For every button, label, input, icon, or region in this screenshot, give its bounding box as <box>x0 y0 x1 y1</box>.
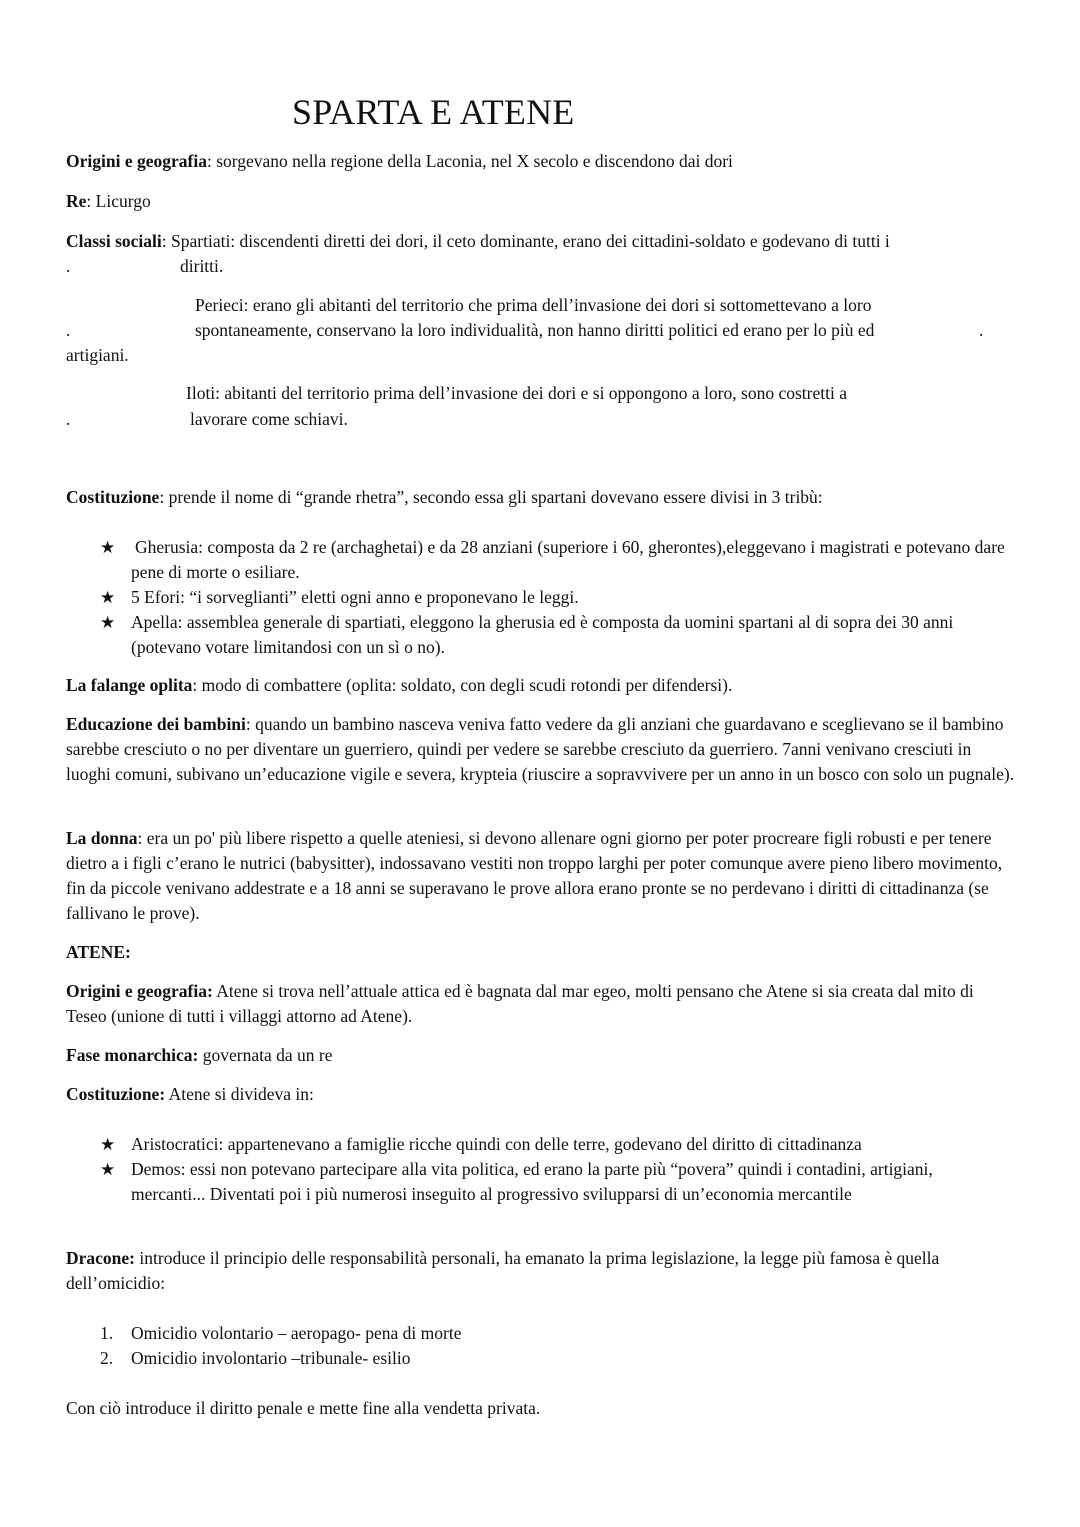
label-fase: Fase monarchica: <box>66 1045 199 1065</box>
list-number: 1. <box>100 1323 114 1343</box>
paragraph-conclusione: Con ciò introduce il diritto penale e mette fine alla vendetta privata. <box>66 1398 541 1418</box>
list-item: 1. Omicidio volontario – aeropago- pena di morte <box>100 1321 1000 1346</box>
star-bullet-icon: ★ <box>100 538 116 557</box>
paragraph-origini-atene <box>66 979 1016 1029</box>
paragraph-origini-sparta <box>66 149 1016 174</box>
list-item: ★ Gherusia: composta da 2 re (archaghetai) e da 28 anziani (superiore i 60, gherontes),eleggevano i magistrati e potevano dare pene di morte o esiliare. <box>100 537 1005 582</box>
text-donna: : era un po' più libere rispetto a quelle ateniesi, si devono allenare ogni giorno per poter procreare figli robusti e per tenere dietro a i figli c’erano le nutrici (babysitter), indossavano vestiti non troppo larghi per poter comunque avere pieno libero movimento, fin da piccole venivano addestrate e a 18 anni se superavano le prove allora erano pronte se no perdevano i diritti di cittadinanza (se fallivano le prove). <box>66 828 1003 923</box>
paragraph-fase-monarchica <box>66 1043 1016 1068</box>
text-origini-atene: Atene si trova nell’attuale attica ed è bagnata dal mar egeo, molti pensano che Atene si sia creata dal mito di Teseo (unione di tutti i villaggi attorno ad Atene). <box>66 981 974 1026</box>
list-organi-sparta <box>100 535 1020 660</box>
text-costituzione: : prende il nome di “grande rhetra”, secondo essa gli spartani dovevano essere divisi in 3 tribù: <box>159 487 823 507</box>
text-dracone: introduce il principio delle responsabilità personali, ha emanato la prima legislazione, la legge più famosa è quella dell’omicidio: <box>66 1248 940 1293</box>
list-item: ★ Aristocratici: appartenevano a famiglie ricche quindi con delle terre, godevano del diritto di cittadinanza <box>100 1132 980 1157</box>
classi-sociali-line1 <box>66 229 1016 254</box>
text-iloti-2: lavorare come schiavi. <box>190 409 348 429</box>
text-iloti-1: Iloti: abitanti del territorio prima dell’invasione dei dori e si oppongono a loro, sono costretti a <box>186 383 847 403</box>
text-fase: governata da un re <box>198 1045 333 1065</box>
paragraph-dracone <box>66 1246 1016 1296</box>
list-omicidio <box>100 1321 1000 1371</box>
label-falange: La falange oplita <box>66 675 193 695</box>
list-number: 2. <box>100 1348 114 1368</box>
list-item: 2. Omicidio involontario –tribunale- esilio <box>100 1346 1000 1371</box>
label-educazione: Educazione dei bambini <box>66 714 246 734</box>
list-item: ★ Demos: essi non potevano partecipare alla vita politica, ed erano la parte più “povera” quindi i contadini, artigiani, mercanti... Diventati poi i più numerosi inseguito al progressivo svilupparsi di un’economia mercantile <box>100 1159 933 1204</box>
list-item: ★ 5 Efori: “i sorveglianti” eletti ogni anno e proponevano le leggi. <box>100 585 1020 610</box>
star-bullet-icon: ★ <box>100 588 116 607</box>
text-spartiati: : Spartiati: discendenti diretti dei dori, il ceto dominante, erano dei cittadini-soldato e godevano di tutti i <box>161 231 890 251</box>
dot-marker: . <box>66 256 71 276</box>
text-falange: : modo di combattere (oplita: soldato, con degli scudi rotondi per difendersi). <box>192 675 733 695</box>
text-origini: : sorgevano nella regione della Laconia, nel X secolo e discendono dai dori <box>206 151 733 171</box>
list-classi-atene <box>100 1132 980 1207</box>
text-spartiati-cont: diritti. <box>180 256 224 276</box>
text-re: : Licurgo <box>86 191 151 211</box>
list-item: ★ Apella: assemblea generale di spartiati, eleggono la gherusia ed è composta da uomini spartani al di sopra dei 30 anni (potevano votare limitandosi con un sì o no). <box>100 612 954 657</box>
dot-marker: . <box>66 409 71 429</box>
star-bullet-icon: ★ <box>100 1160 116 1179</box>
label-re: Re <box>66 191 87 211</box>
label-dracone: Dracone: <box>66 1248 136 1268</box>
paragraph-donna <box>66 826 1016 926</box>
dot-marker: . <box>979 320 984 340</box>
dot-marker: . <box>66 320 71 340</box>
label-donna: La donna <box>66 828 138 848</box>
star-bullet-icon: ★ <box>100 1135 116 1154</box>
text-perieci-3: artigiani. <box>66 345 129 365</box>
text-perieci-1: Perieci: erano gli abitanti del territorio che prima dell’invasione dei dori si sottomettevano a loro <box>195 295 872 315</box>
text-educazione: : quando un bambino nasceva veniva fatto vedere da gli anziani che guardavano e sceglievano se il bambino sarebbe cresciuto o no per diventare un guerriero, quindi per vedere se sarebbe cresciuto da guerriero. 7anni venivano cresciuti in luoghi comuni, subivano un’educazione vigile e severa, krypteia (riuscire a sopravvivere per un anno in un bosco con solo un pugnale). <box>66 714 1015 784</box>
text-perieci-2: spontaneamente, conservano la loro individualità, non hanno diritti politici ed erano per lo più ed <box>195 320 875 340</box>
label-origini: Origini e geografia <box>66 151 207 171</box>
paragraph-costituzione-sparta <box>66 485 1016 510</box>
star-bullet-icon: ★ <box>100 613 116 632</box>
page-title: SPARTA E ATENE <box>292 92 575 132</box>
text-costituzione-atene: Atene si divideva in: <box>165 1084 314 1104</box>
paragraph-costituzione-atene <box>66 1082 1016 1107</box>
label-origini-atene: Origini e geografia: <box>66 981 213 1001</box>
label-classi: Classi sociali <box>66 231 162 251</box>
heading-atene: ATENE: <box>66 942 131 962</box>
label-costituzione: Costituzione <box>66 487 160 507</box>
label-costituzione-atene: Costituzione: <box>66 1084 166 1104</box>
paragraph-falange <box>66 673 1016 698</box>
paragraph-educazione <box>66 712 1016 787</box>
paragraph-re <box>66 189 1016 214</box>
